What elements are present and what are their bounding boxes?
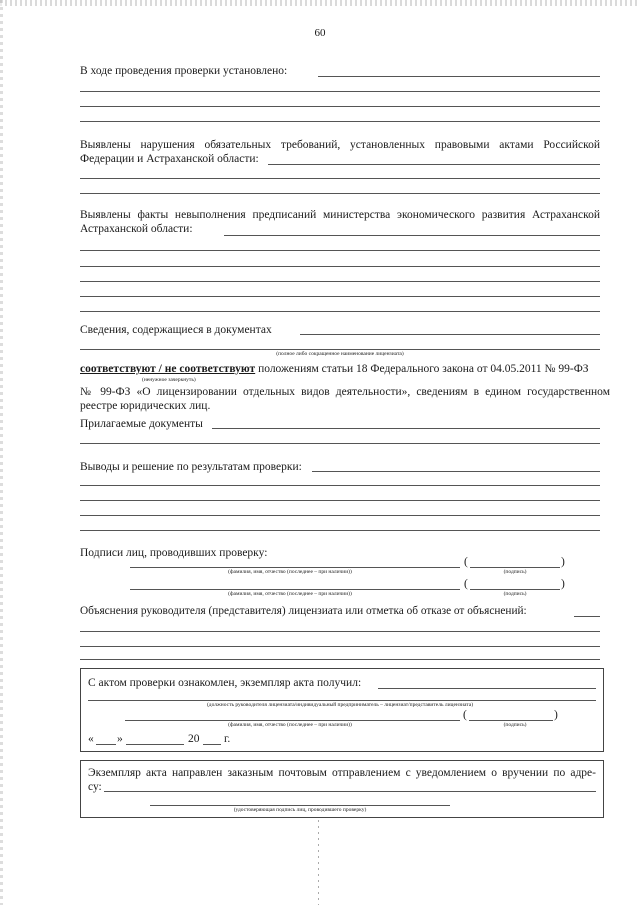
inspector-fio-line xyxy=(130,567,460,568)
date-year-suffix: г. xyxy=(224,733,231,745)
inspector-sign-line xyxy=(470,567,560,568)
inspector-sign-line xyxy=(470,589,560,590)
findings-line xyxy=(80,91,600,92)
recipient-position-line xyxy=(88,700,596,701)
attached-docs-fill-line xyxy=(212,428,600,429)
explanations-fill-line xyxy=(574,616,600,617)
violations-line xyxy=(80,178,600,179)
conclusions-fill-line xyxy=(312,471,600,472)
findings-label: В ходе проведения проверки установлено: xyxy=(80,65,288,77)
sign-paren-close: ) xyxy=(561,556,565,568)
recipient-sign-caption: (подпись) xyxy=(503,722,527,728)
sign-paren-close: ) xyxy=(561,578,565,590)
orders-line xyxy=(80,311,600,312)
documents-info-fill-line xyxy=(300,334,600,335)
licensee-name-line xyxy=(80,349,600,350)
date-day-line xyxy=(96,744,116,745)
explanations-line xyxy=(80,659,600,660)
date-year-prefix: 20 xyxy=(188,733,200,745)
orders-heading: Выявлены факты невыполнения предписаний министерства экономического развития Астраханской Астраханской области: xyxy=(80,209,600,235)
conclusions-label: Выводы и решение по результатам проверки: xyxy=(80,461,302,473)
explanations-line xyxy=(80,646,600,647)
recipient-fio-line xyxy=(125,720,460,721)
violations-line xyxy=(80,193,600,194)
conclusions-line xyxy=(80,515,600,516)
dispatch-signature-line xyxy=(150,805,450,806)
conclusions-line xyxy=(80,530,600,531)
findings-fill-line xyxy=(318,76,600,77)
date-year-line xyxy=(203,744,221,745)
explanations-label: Объяснения руководителя (представителя) лицензиата или отметка об отказе от объяснений: xyxy=(80,605,527,617)
findings-line xyxy=(80,121,600,122)
postal-address-line xyxy=(104,791,596,792)
acknowledgement-fill-line xyxy=(378,688,596,689)
sign-paren-open: ( xyxy=(464,556,468,568)
documents-info-label: Сведения, содержащиеся в документах xyxy=(80,324,272,336)
dispatch-signature-caption: (удостоверяющая подпись лиц, проводившего проверку) xyxy=(233,807,367,813)
acknowledgement-label: С актом проверки ознакомлен, экземпляр акта получил: xyxy=(88,677,362,689)
inspector-sign-caption: (подпись) xyxy=(503,569,527,575)
date-month-line xyxy=(126,744,184,745)
page-number: 60 xyxy=(314,27,326,39)
scan-left-edge xyxy=(0,0,3,905)
explanations-line xyxy=(80,631,600,632)
recipient-fio-caption: (фамилия, имя, отчество (последнее – при наличии)) xyxy=(228,722,352,728)
conclusions-line xyxy=(80,485,600,486)
conformity-rest: положениям статьи 18 Федерального закона от 04.05.2011 № 99-ФЗ xyxy=(258,363,589,375)
strike-caption: (ненужное зачеркнуть) xyxy=(142,377,196,383)
orders-line xyxy=(80,250,600,251)
postal-dispatch-text: Экземпляр акта направлен заказным почтовым отправлением с уведомлением о вручении по адре- су: xyxy=(88,767,596,793)
scan-top-edge xyxy=(0,0,640,6)
inspector-fio-caption: (фамилия, имя, отчество (последнее – при наличии)) xyxy=(228,569,352,575)
date-open-quote: « xyxy=(88,733,94,745)
orders-line xyxy=(80,281,600,282)
conformity-line xyxy=(80,362,589,377)
inspector-sign-caption: (подпись) xyxy=(503,591,527,597)
conclusions-line xyxy=(80,500,600,501)
sign-paren-open: ( xyxy=(464,578,468,590)
orders-fill-line xyxy=(224,235,600,236)
inspector-signatures-label: Подписи лиц, проводивших проверку: xyxy=(80,547,268,559)
date-close-quote: » xyxy=(117,733,123,745)
recipient-position-caption: (должность руководителя лицензиата/индивидуальный предприниматель – лицензиат/представитель лицензиата) xyxy=(206,702,474,708)
orders-line xyxy=(80,266,600,267)
sign-paren-close: ) xyxy=(554,709,558,721)
scan-fold-mark xyxy=(318,820,319,905)
violations-fill-line xyxy=(268,164,600,165)
recipient-sign-line xyxy=(469,720,553,721)
conformity-choice: соответствуют / не соответствуют xyxy=(80,363,256,375)
orders-line xyxy=(80,296,600,297)
inspector-fio-line xyxy=(130,589,460,590)
attached-docs-label: Прилагаемые документы xyxy=(80,418,203,430)
violations-heading: Выявлены нарушения обязательных требований, установленных правовыми актами Российской Федерации и Астраханской области: xyxy=(80,139,600,165)
inspector-fio-caption: (фамилия, имя, отчество (последнее – при наличии)) xyxy=(228,591,352,597)
attached-docs-line xyxy=(80,443,600,444)
findings-line xyxy=(80,106,600,107)
law-reference: № 99-ФЗ «О лицензировании отдельных видов деятельности», сведениям в едином государственном реестре юридических лиц. xyxy=(80,386,610,412)
licensee-name-caption: (полное либо сокращенное наименование лицензиата) xyxy=(276,351,404,357)
sign-paren-open: ( xyxy=(463,709,467,721)
